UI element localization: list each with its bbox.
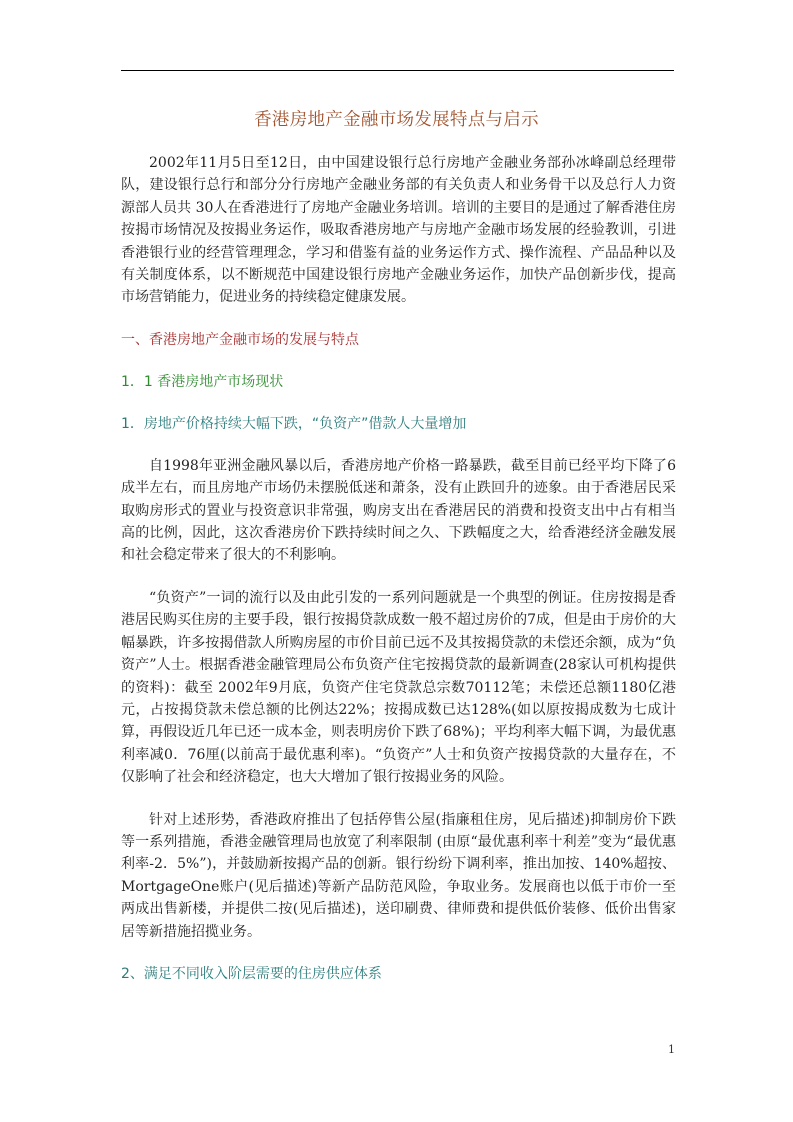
paragraph-measures: 针对上述形势，香港政府推出了包括停售公屋(指廉租住房，见后描述)抑制房价下跌等一系列措施，香港金融管理局也放宽了利率限制 (由原“最优惠利率十利差”变为“最优惠利率-2．5%”)，并鼓励新按揭产品的创新。银行纷纷下调利率，推出加按、140%超按、MortgageOne账户(见后描述)等新产品防范风险，争取业务。发展商也以低于市价一至两成出售新楼，并提供二按(见后描述)，送印刷费、律师费和提供低价装修、低价出售家居等新措施招揽业务。 <box>121 811 676 940</box>
section-heading-1: 一、香港房地产金融市场的发展与特点 <box>121 331 359 348</box>
paragraph-negative-equity: “负资产”一词的流行以及由此引发的一系列问题就是一个典型的例证。住房按揭是香港居民购买住房的主要手段，银行按揭贷款成数一般不超过房价的7成，但是由于房价的大幅暴跌，许多按揭借款人所购房屋的市价目前已远不及其按揭贷款的未偿还余额，成为“负资产”人士。根据香港金融管理局公布负资产住宅按揭贷款的最新调查(28家认可机构提供的资料)：截至 2002年9月底，负资产住宅贷款总宗数70112笔；未偿还总额1180亿港元，占按揭贷款未偿总额的比例达22%；按揭成数已达128%(如以原按揭成数为七成计算，再假设近几年已还一成本金，则表明房价下跌了68%)；平均利率大幅下调，为最优惠利率减0．76厘(以前高于最优惠利率)。“负资产”人士和负资产按揭贷款的大量存在，不仅影响了社会和经济稳定，也大大增加了银行按揭业务的风险。 <box>121 589 676 786</box>
section-heading-1-1: 1．1 香港房地产市场现状 <box>121 373 284 390</box>
subheading-1: 1．房地产价格持续大幅下跌，“负资产”借款人大量增加 <box>121 415 467 432</box>
document-title: 香港房地产金融市场发展特点与启示 <box>254 110 539 130</box>
document-body <box>121 152 676 985</box>
page-number: 1 <box>668 1043 675 1056</box>
paragraph-price-decline: 自1998年亚洲金融风暴以后，香港房地产价格一路暴跌，截至目前已经平均下降了6成半左右，而且房地产市场仍未摆脱低迷和萧条，没有止跌回升的迹象。由于香港居民采取购房形式的置业与投资意识非常强，购房支出在香港居民的消费和投资支出中占有相当高的比例，因此，这次香港房价下跌持续时间之久、下跌幅度之大，给香港经济金融发展和社会稳定带来了很大的不利影响。 <box>121 457 676 564</box>
header-rule <box>121 70 674 71</box>
subheading-2: 2、满足不同收入阶层需要的住房供应体系 <box>121 965 382 982</box>
intro-paragraph: 2002年11月5日至12日，由中国建设银行总行房地产金融业务部孙冰峰副总经理带队，建设银行总行和部分分行房地产金融业务部的有关负责人和业务骨干以及总行人力资源部人员共 30人在香港进行了房地产金融业务培训。培训的主要目的是通过了解香港住房按揭市场情况及按揭业务运作，吸取香港房地产与房地产金融市场发展的经验教训，引进香港银行业的经营管理理念，学习和借鉴有益的业务运作方式、操作流程、产品品种以及有关制度体系，以不断规范中国建设银行房地产金融业务运作，加快产品创新步伐，提高市场营销能力，促进业务的持续稳定健康发展。 <box>121 155 676 306</box>
